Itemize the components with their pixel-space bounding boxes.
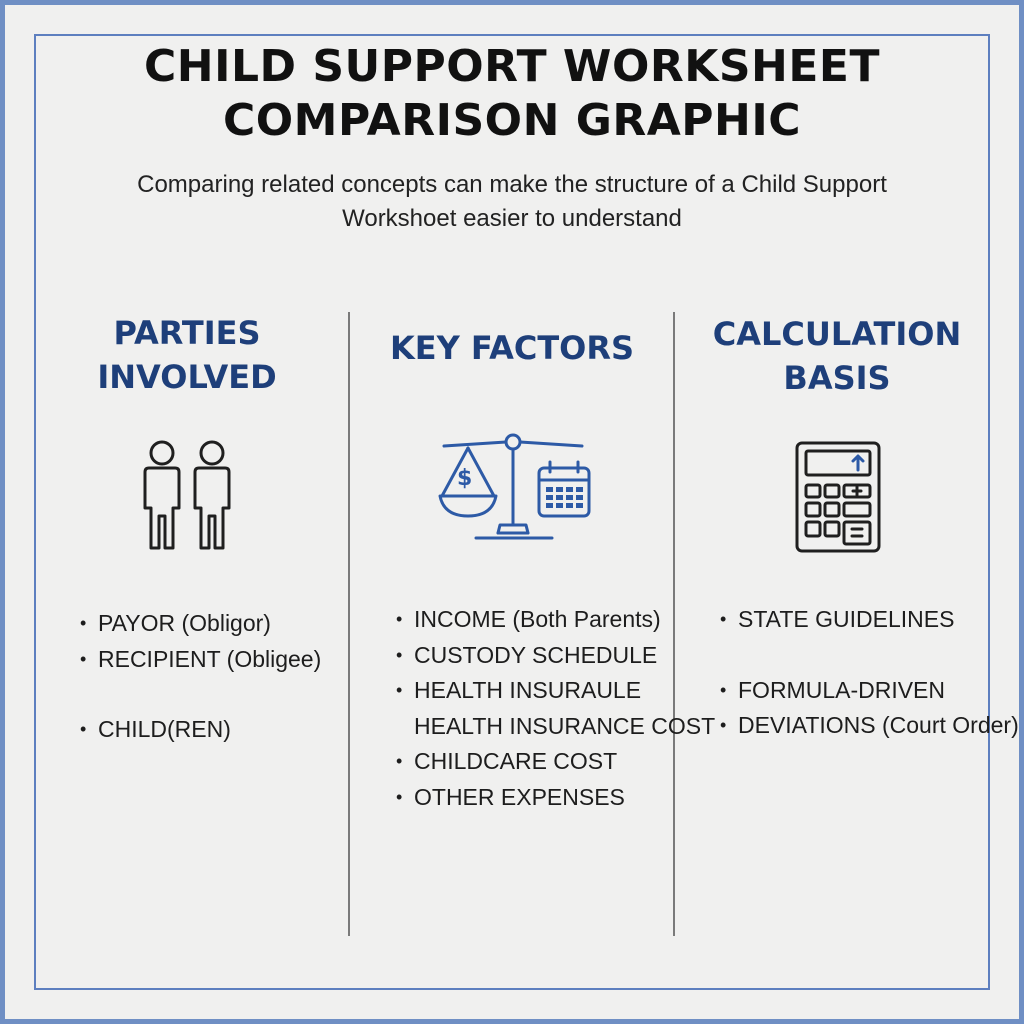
subtitle-line-2: Workshoet easier to understand [342,205,682,232]
list-item: HEALTH INSURANCE COST [414,712,716,739]
subtitle [0,168,1024,236]
list-item: • CHILD(REN) [80,716,231,742]
column-divider-1 [348,312,350,936]
title-line-1: CHILD SUPPORT WORKSHEET [144,41,880,92]
calculation-heading-line-2: BASIS [783,359,891,397]
list-item: • DEVIATIONS (Court Order) [720,712,1019,738]
page-title [0,40,1024,148]
calculation-heading-line-1: CALCULATION [712,315,962,353]
list-item: • FORMULA-DRIVEN [720,676,946,703]
list-item: • OTHER EXPENSES [396,783,625,810]
parties-list [80,606,321,748]
list-item: • HEALTH INSURAULE [396,677,642,703]
calendar-grid [546,487,584,508]
key-factors-heading [360,326,664,370]
scale-calendar-icon [436,430,596,551]
calculation-basis-list [720,602,1019,744]
list-item: • CUSTODY SCHEDULE [396,641,658,668]
list-item: • INCOME (Both Parents) [396,606,661,632]
parties-involved-heading [52,311,322,399]
key-factors-heading-line-1: KEY FACTORS [389,329,635,367]
list-item: • PAYOR (Obligor) [80,610,271,636]
title-line-2: COMPARISON GRAPHIC [222,95,801,146]
calculator-icon [794,440,882,559]
subtitle-line-1: Comparing related concepts can make the structure of a Child Support [137,171,887,198]
list-item: • RECIPIENT (Obligee) [80,645,322,672]
two-people-icon [132,436,242,561]
list-item: • CHILDCARE COST [396,748,618,774]
calculation-basis-heading [690,312,984,400]
list-item: • STATE GUIDELINES [720,606,955,632]
dollar-icon: $ [457,466,473,491]
parties-heading-line-1: PARTIES [113,314,261,352]
key-factors-list [396,602,715,815]
parties-heading-line-2: INVOLVED [97,358,277,396]
